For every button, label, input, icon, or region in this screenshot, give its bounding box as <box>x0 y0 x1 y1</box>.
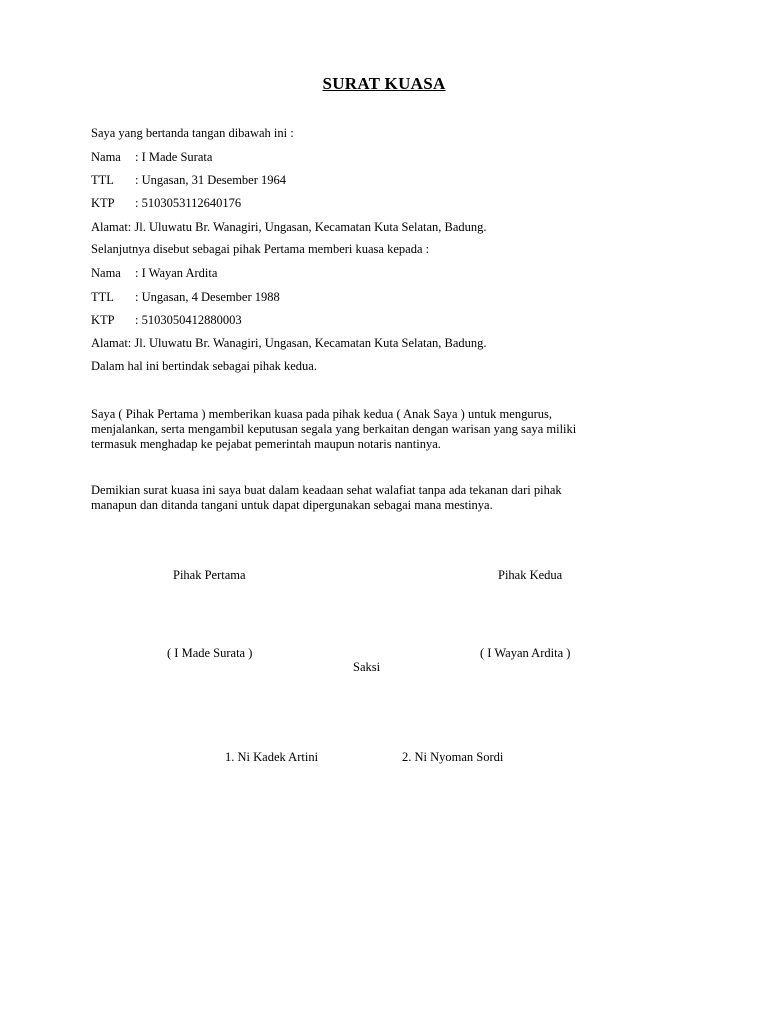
closing-paragraph <box>91 483 691 513</box>
first-party-name-label: Nama <box>91 150 121 164</box>
second-party-ttl-row <box>91 290 280 305</box>
second-party-ttl-label: TTL <box>91 290 114 304</box>
second-party-name-value: : I Wayan Ardita <box>135 266 218 280</box>
first-party-address: Alamat: Jl. Uluwatu Br. Wanagiri, Ungasan, Kecamatan Kuta Selatan, Badung. <box>91 220 487 234</box>
first-party-ttl-row <box>91 173 286 188</box>
closing-paragraph-line: Demikian surat kuasa ini saya buat dalam keadaan sehat walafiat tanpa ada tekanan dari pihak <box>91 483 562 497</box>
witness-heading: Saksi <box>353 660 381 674</box>
first-party-ktp-label: KTP <box>91 196 115 210</box>
first-party-signature-heading: Pihak Pertama <box>173 568 246 582</box>
body-paragraph-line: Saya ( Pihak Pertama ) memberikan kuasa pada pihak kedua ( Anak Saya ) untuk mengurus, <box>91 407 552 421</box>
role-statement: Dalam hal ini bertindak sebagai pihak kedua. <box>91 359 317 373</box>
witness-1: 1. Ni Kadek Artini <box>225 750 319 764</box>
body-paragraph-line: termasuk menghadap ke pejabat pemerintah maupun notaris nantinya. <box>91 437 441 451</box>
second-party-name-label: Nama <box>91 266 121 280</box>
second-party-signature-heading: Pihak Kedua <box>498 568 563 582</box>
second-party-address: Alamat: Jl. Uluwatu Br. Wanagiri, Ungasan, Kecamatan Kuta Selatan, Badung. <box>91 336 487 350</box>
body-paragraph-line: menjalankan, serta mengambil keputusan segala yang berkaitan dengan warisan yang saya miliki <box>91 422 577 436</box>
first-party-name-value: : I Made Surata <box>135 150 213 164</box>
second-party-signature-name: ( I Wayan Ardita ) <box>480 646 571 660</box>
intro-text: Saya yang bertanda tangan dibawah ini : <box>91 126 294 140</box>
first-party-ttl-value: : Ungasan, 31 Desember 1964 <box>135 173 287 187</box>
second-party-ktp-row <box>91 313 242 328</box>
second-party-ktp-value: : 5103050412880003 <box>135 313 242 327</box>
first-party-ktp-row <box>91 196 241 211</box>
second-party-ktp-label: KTP <box>91 313 115 327</box>
first-party-ttl-label: TTL <box>91 173 114 187</box>
first-party-name-row <box>91 150 212 165</box>
second-party-ttl-value: : Ungasan, 4 Desember 1988 <box>135 290 280 304</box>
closing-paragraph-line: manapun dan ditanda tangani untuk dapat dipergunakan sebagai mana mestinya. <box>91 498 493 512</box>
document-title: SURAT KUASA <box>322 74 446 93</box>
second-party-name-row <box>91 266 217 281</box>
transition-text: Selanjutnya disebut sebagai pihak Pertama memberi kuasa kepada : <box>91 242 430 256</box>
body-paragraph <box>91 407 691 452</box>
first-party-signature-name: ( I Made Surata ) <box>167 646 253 660</box>
witness-2: 2. Ni Nyoman Sordi <box>402 750 504 764</box>
first-party-ktp-value: : 5103053112640176 <box>135 196 242 210</box>
